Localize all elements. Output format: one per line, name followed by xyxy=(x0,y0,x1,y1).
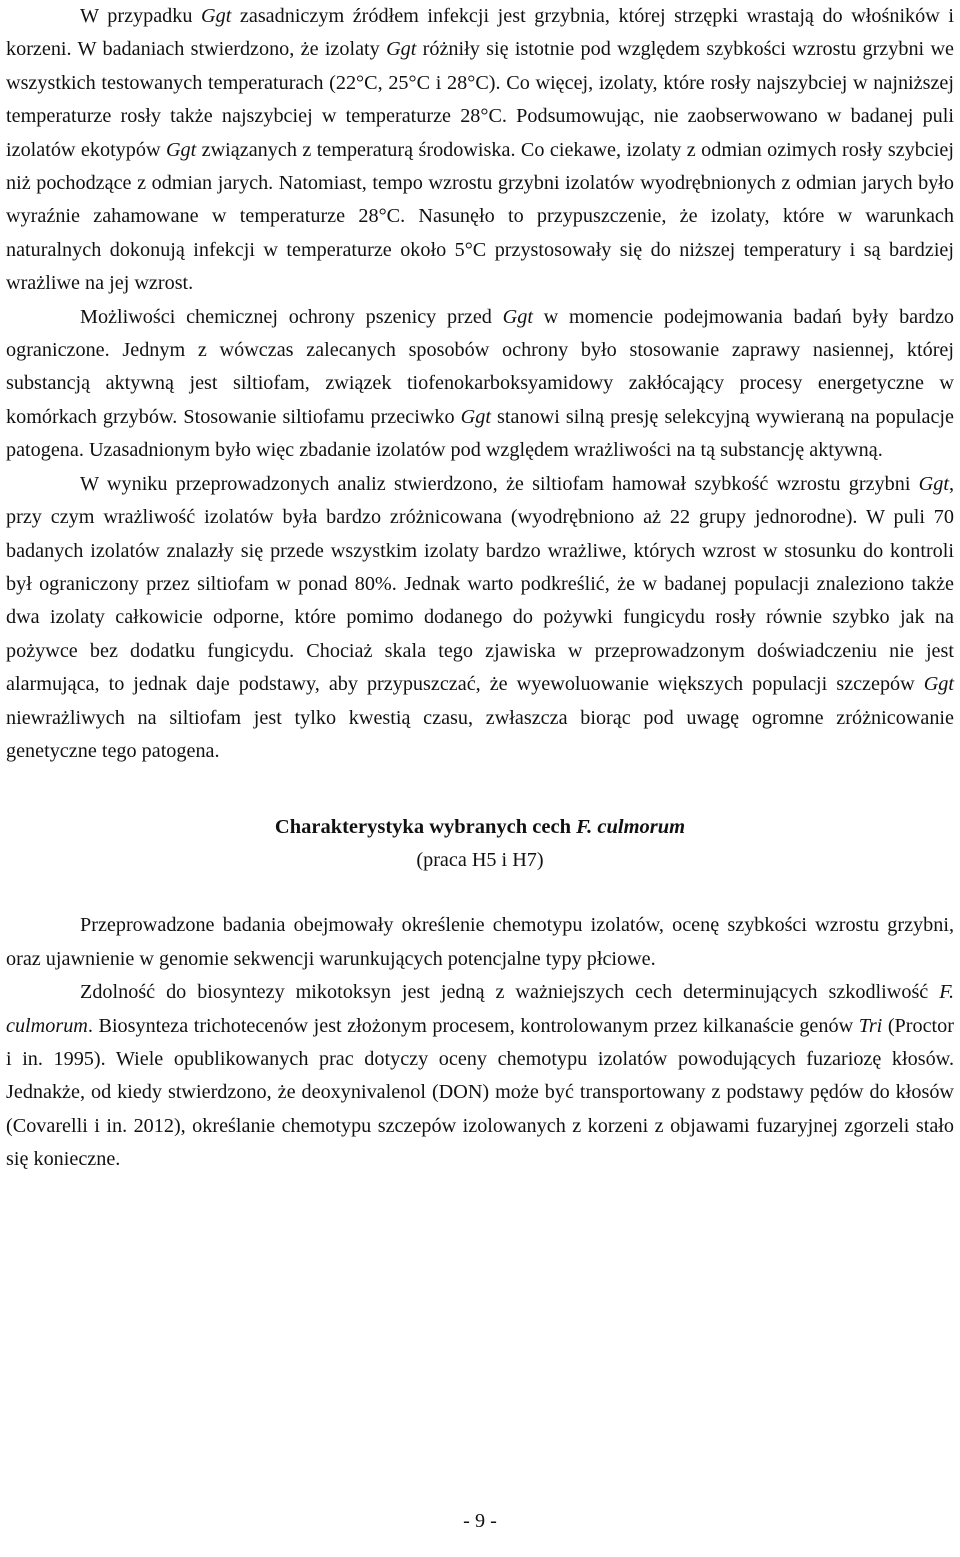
italic-term: Ggt xyxy=(918,472,949,495)
text-run: Przeprowadzone badania obejmowały określenie chemotypu izolatów, ocenę szybkości wzrostu grzybni, oraz ujawnienie w genomie sekwencji warunkujących potencjalne typy płciowe. xyxy=(6,914,954,970)
text-run: W wyniku przeprowadzonych analiz stwierdzono, że siltiofam hamował szybkość wzrostu grzybni xyxy=(80,472,919,495)
paragraph xyxy=(6,301,954,468)
text-run: . Biosynteza trichotecenów jest złożonym procesem, kontrolowanym przez kilkanaście genów xyxy=(87,1014,859,1037)
text-run: związanych z temperaturą środowiska. Co ciekawe, izolaty z odmian ozimych rosły szybciej niż pochodzące z odmian jarych. Natomiast, tempo wzrostu grzybni izolatów wyodrębnionych z odmian jarych było wyraźnie zahamowane w temperaturze 28°C. Nasunęło to przypuszczenie, że izolaty, które w warunkach naturalnych dokonują infekcji w temperaturze około 5°C przystosowały się do niższej temperatury i są bardziej wrażliwe na jej wzrost. xyxy=(6,138,954,295)
paragraph xyxy=(6,468,954,769)
section-heading xyxy=(6,811,954,844)
italic-term: Ggt xyxy=(460,405,491,428)
text-run: , przy czym wrażliwość izolatów była bardzo zróżnicowana (wyodrębniono aż 22 grupy jednorodne). W puli 70 badanych izolatów znalazły się przede wszystkim izolaty bardzo wrażliwe, których wzrost w stosunku do kontroli był ograniczony przez siltiofam w ponad 80%. Jednak warto podkreślić, że w badanej populacji znaleziono także dwa izolaty całkowicie odporne, które pomimo dodanego do pożywki fungicydu rosły równie szybko jak na pożywce bez dodatku fungicydu. Chociaż skala tego zjawiska w przeprowadzonym doświadczeniu nie jest alarmująca, to jednak daje podstawy, aby przypuszczać, że wyewoluowanie większych populacji szczepów xyxy=(6,472,954,696)
paragraph xyxy=(6,909,954,976)
italic-term: Ggt xyxy=(923,673,954,696)
section-heading-species: F. culmorum xyxy=(576,816,686,839)
text-run: niewrażliwych na siltiofam jest tylko kwestią czasu, zwłaszcza biorąc pod uwagę ogromne zróżnicowanie genetyczne tego patogena. xyxy=(6,706,954,762)
italic-term: F. culmorum xyxy=(6,981,954,1037)
italic-term: Ggt xyxy=(201,5,232,27)
text-run: zasadniczym źródłem infekcji jest grzybnia, której strzępki wrastają do włośników i korzeni. W badaniach stwierdzono, że izolaty xyxy=(6,5,954,61)
body-text-bottom xyxy=(6,909,954,1176)
text-run: W przypadku xyxy=(80,5,202,27)
paragraph xyxy=(6,0,954,301)
italic-term: Ggt xyxy=(502,305,533,328)
section-heading-text: Charakterystyka wybranych cech xyxy=(274,816,577,839)
paragraph xyxy=(6,976,954,1176)
document-page xyxy=(6,0,954,1177)
body-text-top xyxy=(6,0,954,768)
text-run: różniły się istotnie pod względem szybkości wzrostu grzybni we wszystkich testowanych temperaturach (22°C, 25°C i 28°C). Co więcej, izolaty, które rosły najszybciej w najniższej temperaturze rosły także najszybciej w temperaturze 28°C. Podsumowując, nie zaobserwowano w badanej puli izolatów ekotypów xyxy=(6,38,954,161)
page-number: - 9 - xyxy=(463,1510,497,1532)
text-run: w momencie podejmowania badań były bardzo ograniczone. Jednym z wówczas zalecanych sposobów ochrony było stosowanie zaprawy nasiennej, której substancją aktywną jest siltiofam, związek tiofenokarboksyamidowy zakłócający procesy energetyczne w komórkach grzybów. Stosowanie siltiofamu przeciwko xyxy=(6,305,954,428)
text-run: stanowi silną presję selekcyjną wywieraną na populacje patogena. Uzasadnionym było więc zbadanie izolatów pod względem wrażliwości na tą substancję aktywną. xyxy=(6,405,954,462)
section-subheading: (praca H5 i H7) xyxy=(416,849,544,872)
text-run: (Proctor i in. 1995). Wiele opublikowanych prac dotyczy oceny chemotypu izolatów powodujących fuzariozę kłosów. Jednakże, od kiedy stwierdzono, że deoxynivalenol (DON) może być transportowany z podstawy pędów do kłosów (Covarelli i in. 2012), określanie chemotypu szczepów izolowanych z korzeni z objawami fuzaryjnej zgorzeli stało się konieczne. xyxy=(6,1014,954,1171)
italic-term: Ggt xyxy=(386,38,417,61)
italic-term: Ggt xyxy=(165,138,197,161)
text-run: Możliwości chemicznej ochrony pszenicy przed xyxy=(80,305,503,328)
italic-term: Tri xyxy=(858,1014,883,1037)
text-run: Zdolność do biosyntezy mikotoksyn jest jedną z ważniejszych cech determinujących szkodliwość xyxy=(80,981,940,1004)
section-heading-block xyxy=(6,811,954,877)
